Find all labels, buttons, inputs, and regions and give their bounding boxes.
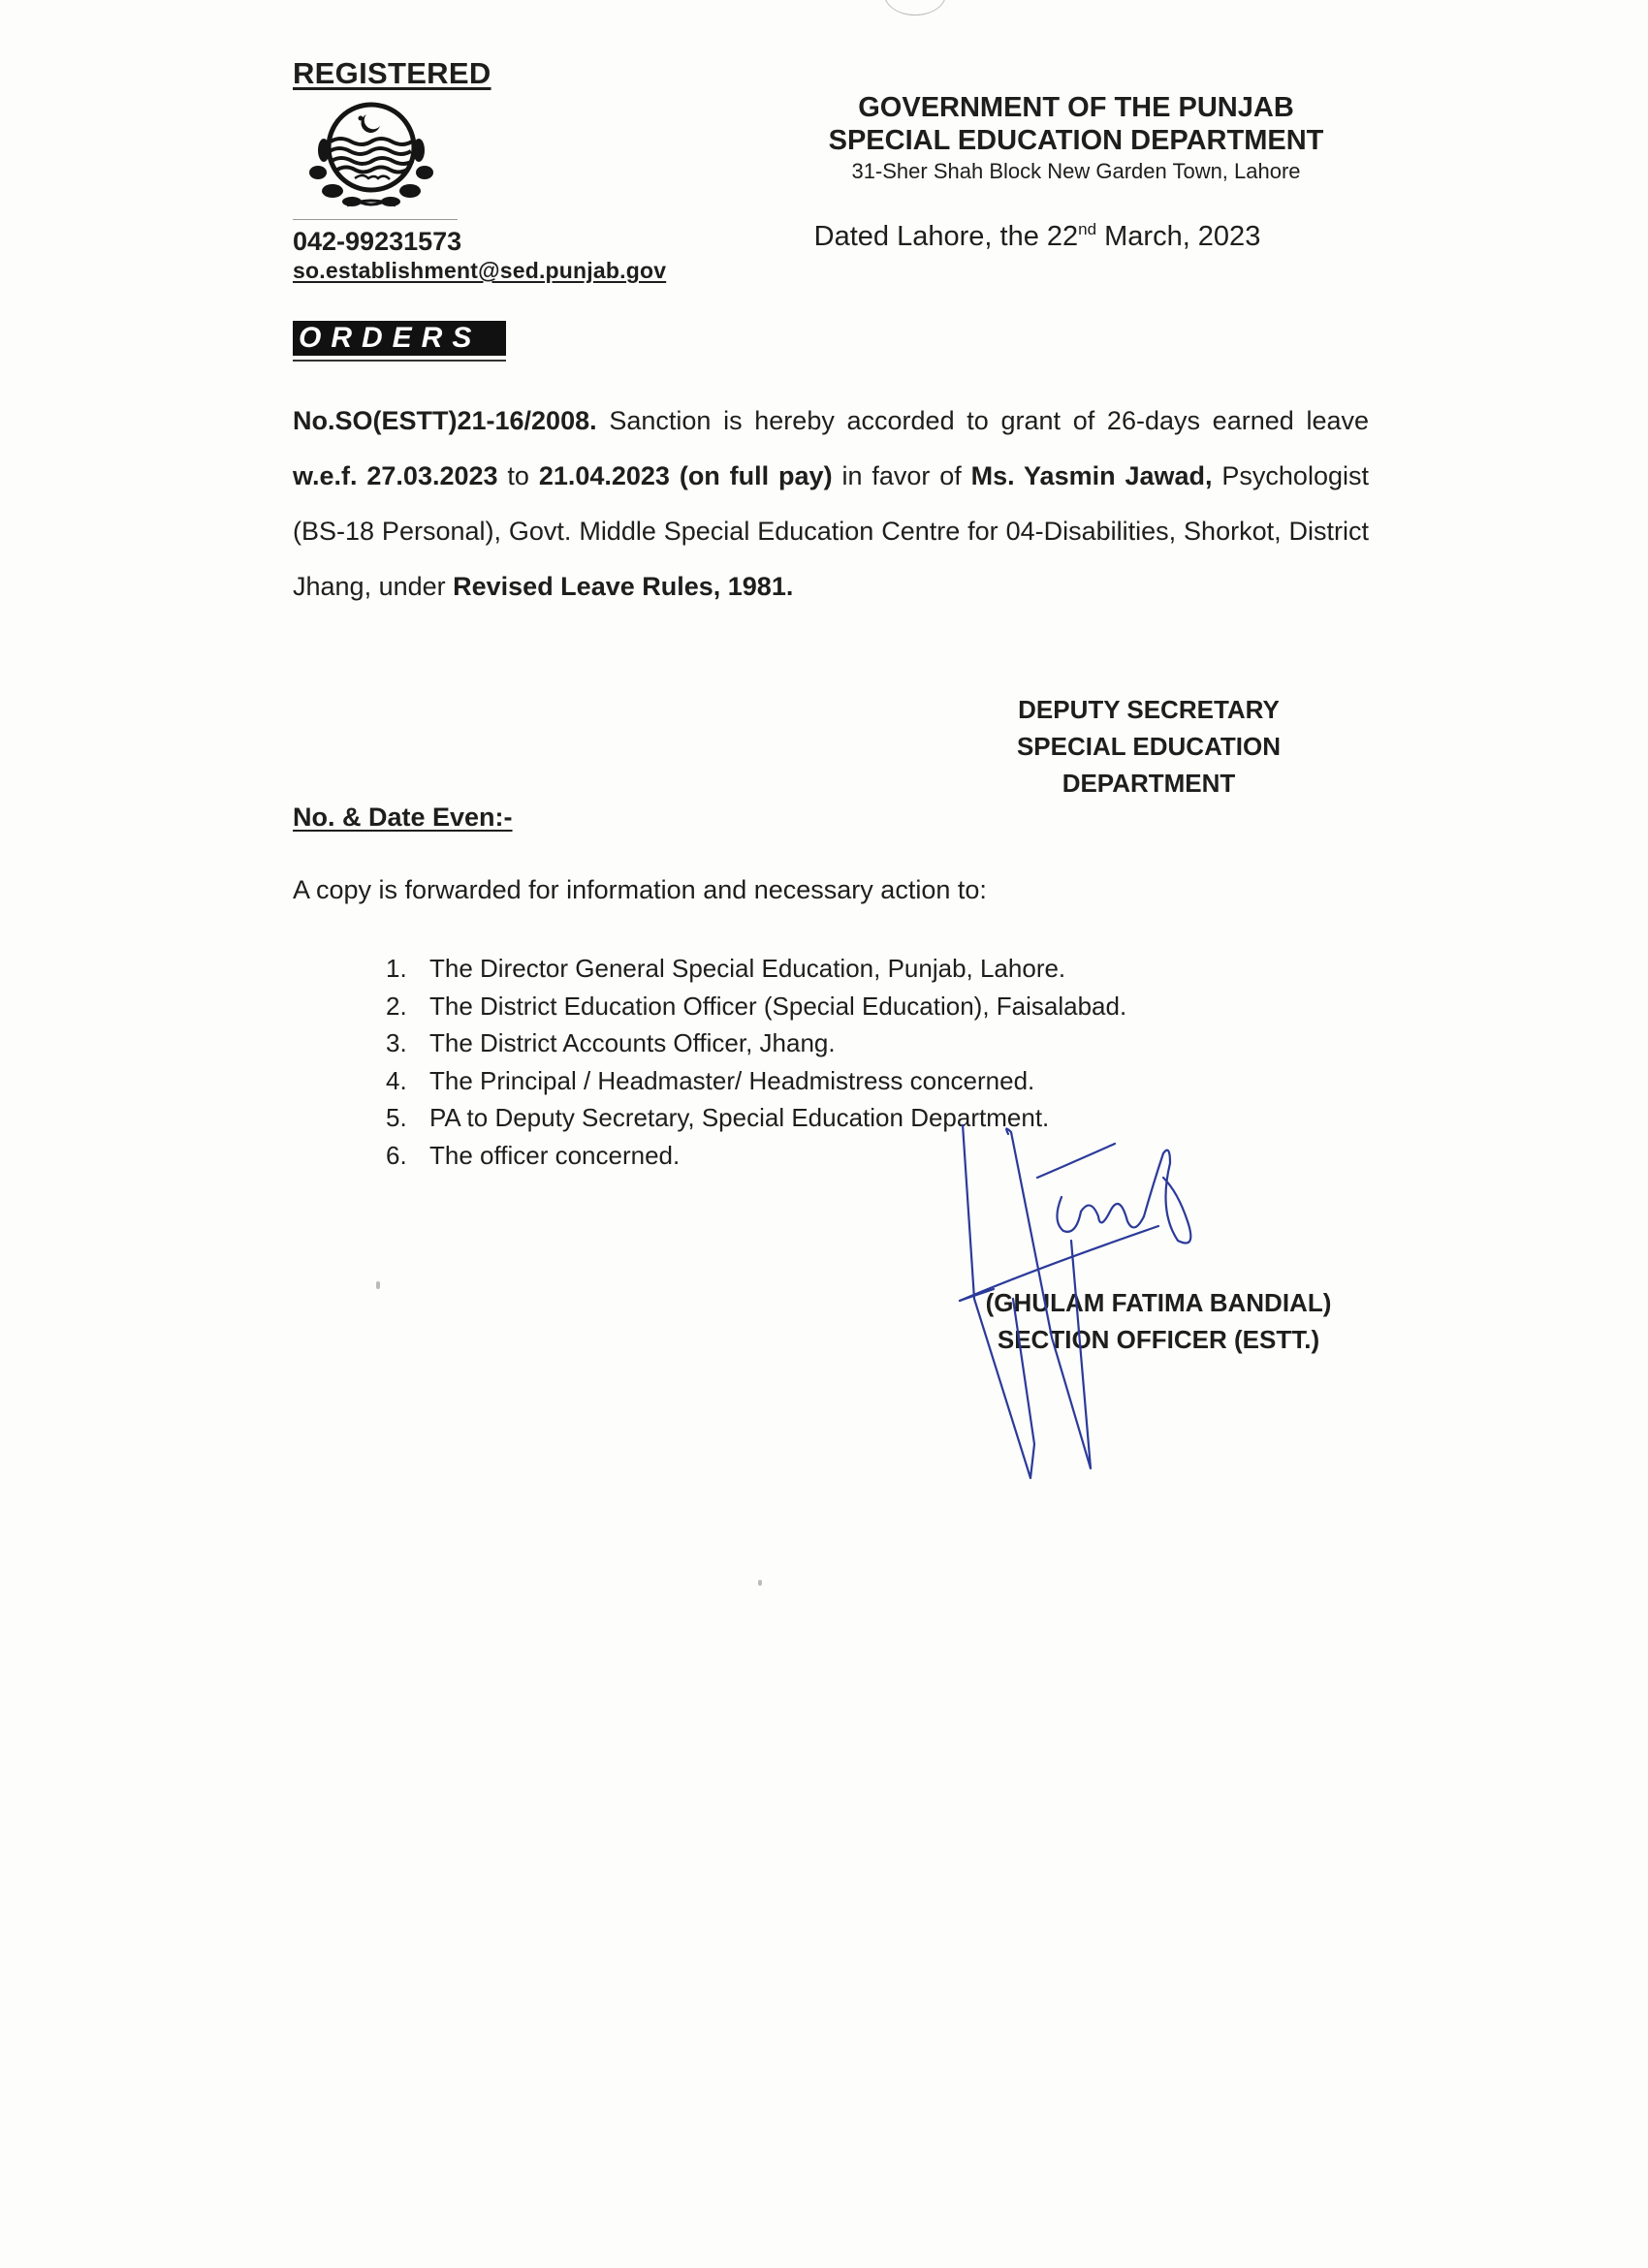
department-heading [766,91,1386,157]
effective-to: 21.04.2023 (on full pay) [538,461,833,490]
list-number: 6. [386,1140,407,1170]
date-ordinal: nd [1078,220,1097,238]
list-item [386,1024,1126,1062]
list-number: 4. [386,1065,407,1095]
handwritten-signature [955,1124,1246,1483]
list-text: The Principal / Headmaster/ Headmistress concerned. [429,1065,1035,1095]
registered-label: REGISTERED [293,56,491,90]
email-address: so.establishment@sed.punjab.gov [293,258,667,283]
department-address: 31-Sher Shah Block New Garden Town, Lahore [851,159,1301,183]
list-number: 1. [386,954,407,983]
paragraph-text: in favor of [832,461,971,490]
reference-number: No.SO(ESTT)21-16/2008. [293,406,597,435]
gov-title-line1: GOVERNMENT OF THE PUNJAB [858,92,1294,123]
scan-speck [376,1281,380,1289]
list-item [386,1062,1126,1100]
list-text: The District Accounts Officer, Jhang. [429,1028,836,1057]
punch-hole-mark [884,0,946,16]
list-number: 5. [386,1103,407,1132]
list-item [386,988,1126,1025]
list-item [386,950,1126,988]
signatory-title: SECTION OFFICER (ESTT.) [997,1325,1320,1354]
list-text: The District Education Officer (Special Education), Faisalabad. [429,991,1127,1021]
signatory-name: (GHULAM FATIMA BANDIAL) [985,1288,1332,1317]
deputy-line2: SPECIAL EDUCATION [1016,732,1282,761]
no-date-even-heading: No. & Date Even:- [293,803,513,832]
gov-title-line2: SPECIAL EDUCATION DEPARTMENT [828,125,1324,156]
deputy-line1: DEPUTY SECRETARY [1018,695,1280,724]
paragraph-text: to [497,461,539,490]
date-prefix: Dated Lahore, the 22 [813,221,1079,252]
date-line [766,221,1309,253]
paragraph-text: Psychologist (BS-18 Personal), Govt. Middle Special Education Centre for 04-Disabilities, Shorkot, District Jhang, under [293,461,1369,601]
list-text: PA to Deputy Secretary, Special Education Department. [429,1103,1050,1132]
divider [293,219,458,220]
order-paragraph [293,394,1369,614]
orders-underline [293,360,506,362]
orders-banner: ORDERS [293,321,506,356]
list-number: 2. [386,991,407,1021]
list-number: 3. [386,1028,407,1057]
deputy-secretary-block [989,691,1309,802]
date-suffix: March, 2023 [1096,221,1261,252]
punjab-emblem-logo [299,97,444,213]
paragraph-text: Sanction is hereby accorded to grant of 26-days earned leave [596,406,1369,435]
scan-speck [758,1580,762,1586]
effective-from: w.e.f. 27.03.2023 [293,461,498,490]
list-text: The officer concerned. [429,1140,681,1170]
deputy-line3: DEPARTMENT [1062,769,1236,798]
copy-forward-intro: A copy is forwarded for information and necessary action to: [293,875,987,904]
phone-number: 042-99231573 [293,227,462,256]
list-text: The Director General Special Education, Punjab, Lahore. [429,954,1066,983]
leave-rules: Revised Leave Rules, 1981. [453,572,794,601]
employee-name: Ms. Yasmin Jawad, [970,461,1213,490]
